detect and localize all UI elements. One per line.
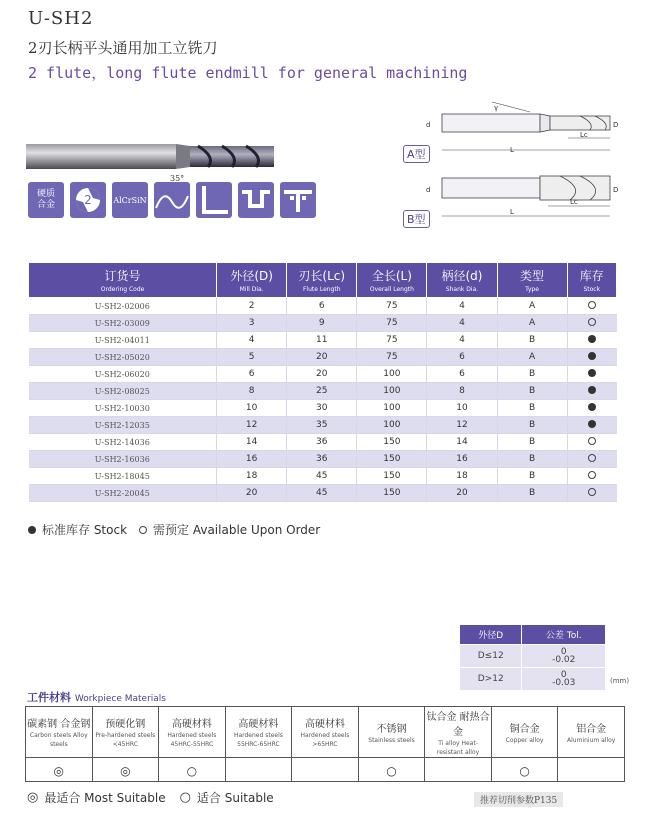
material-header <box>92 707 159 758</box>
column-header-en: Type <box>525 286 539 293</box>
cell-lc: 11 <box>287 332 357 349</box>
cell-d: 8 <box>427 383 497 400</box>
cell-l: 75 <box>357 332 427 349</box>
cell-d: 20 <box>217 485 287 502</box>
column-header <box>357 263 427 298</box>
tol-row <box>460 645 606 668</box>
cell-code: U-SH2-04011 <box>29 332 217 349</box>
column-header-en: Mill Dia. <box>239 286 264 293</box>
most-suitable-label: 最适合 Most Suitable <box>44 791 166 805</box>
cell-stock <box>567 383 616 400</box>
cell-l: 150 <box>357 434 427 451</box>
cell-d: 4 <box>427 332 497 349</box>
in-stock-icon <box>588 335 596 343</box>
cell-d: 10 <box>427 400 497 417</box>
cell-type: A <box>497 349 567 366</box>
cell-d: 16 <box>427 451 497 468</box>
flute-count-icon <box>70 182 106 218</box>
cell-stock <box>567 366 616 383</box>
suitability-cell <box>558 758 625 782</box>
cell-lc: 9 <box>287 315 357 332</box>
column-header-cn: 刃长(Lc) <box>298 269 346 283</box>
tol-range: D>12 <box>460 668 522 691</box>
table-row <box>29 349 617 366</box>
cell-lc: 45 <box>287 468 357 485</box>
column-header <box>427 263 497 298</box>
column-header-en: Ordering Code <box>100 286 145 293</box>
helix-angle-label: 35° <box>170 174 185 183</box>
cell-type: B <box>497 383 567 400</box>
endmill-tool-image <box>26 143 276 170</box>
on-order-icon <box>588 301 596 309</box>
suitability-cell <box>358 758 425 782</box>
table-row <box>29 485 617 502</box>
column-header-en: Shank Dia. <box>445 286 479 293</box>
column-header-cn: 类型 <box>520 269 545 283</box>
tol-header-diameter: 外径D <box>460 625 522 645</box>
tol-range: D≤12 <box>460 645 522 668</box>
material-header <box>159 707 226 758</box>
cell-d: 4 <box>427 298 497 315</box>
column-header-en: Stock <box>583 286 601 293</box>
material-name-en: Hardened steels >65HRC <box>300 732 350 748</box>
cell-stock <box>567 434 616 451</box>
hardness-label-1: 硬质 <box>36 189 55 199</box>
workpiece-title <box>27 689 166 705</box>
column-header-cn: 柄径(d) <box>441 269 483 283</box>
material-name-en: Ti alloy Heat-resistant alloy <box>436 739 480 756</box>
cell-code: U-SH2-14036 <box>29 434 217 451</box>
cell-l: 150 <box>357 485 427 502</box>
suitability-legend <box>27 789 274 806</box>
cell-code: U-SH2-20045 <box>29 485 217 502</box>
cell-type: B <box>497 451 567 468</box>
table-row <box>29 400 617 417</box>
column-header <box>217 263 287 298</box>
suitability-cell <box>92 758 159 782</box>
cell-type: B <box>497 485 567 502</box>
material-header <box>225 707 292 758</box>
cell-code: U-SH2-12035 <box>29 417 217 434</box>
cell-d: 10 <box>217 400 287 417</box>
diagram-a-gamma: γ <box>494 104 499 112</box>
cell-stock <box>567 298 616 315</box>
diagram-a-D: D <box>613 121 619 129</box>
cell-code: U-SH2-06020 <box>29 366 217 383</box>
table-row <box>29 298 617 315</box>
column-header-en: Flute Length <box>302 286 341 293</box>
cell-code: U-SH2-18045 <box>29 468 217 485</box>
cell-d: 16 <box>217 451 287 468</box>
tol-upper: 0 <box>560 647 567 657</box>
tol-value <box>522 645 606 668</box>
column-header <box>567 263 616 298</box>
table-row <box>29 332 617 349</box>
square-end-icon <box>196 182 232 218</box>
tol-upper: 0 <box>560 670 567 680</box>
cell-stock <box>567 332 616 349</box>
cell-d: 18 <box>427 468 497 485</box>
cell-lc: 6 <box>287 298 357 315</box>
cell-stock <box>567 451 616 468</box>
diagram-a-Lc: Lc <box>580 131 588 139</box>
coating-label: AlCrSiN <box>113 195 147 205</box>
cell-d: 4 <box>427 315 497 332</box>
cell-code: U-SH2-10030 <box>29 400 217 417</box>
most-suitable-icon: ◎ <box>27 790 39 805</box>
cell-d: 6 <box>217 366 287 383</box>
material-name-en: Aluminium alloy <box>567 736 616 744</box>
cell-lc: 36 <box>287 451 357 468</box>
on-order-icon <box>588 454 596 462</box>
material-name-cn: 高硬材料 <box>171 719 212 730</box>
table-row <box>29 468 617 485</box>
cell-code: U-SH2-16036 <box>29 451 217 468</box>
material-name-en: Stainless steels <box>368 736 415 744</box>
table-row <box>29 383 617 400</box>
cell-d: 8 <box>217 383 287 400</box>
cell-l: 100 <box>357 417 427 434</box>
cell-lc: 20 <box>287 366 357 383</box>
material-name-cn: 铝合金 <box>576 723 607 735</box>
stock-legend <box>28 521 320 538</box>
cell-d: 6 <box>427 349 497 366</box>
column-header <box>497 263 567 298</box>
material-name-en: Hardened steels 55HRC-65HRC <box>233 732 283 748</box>
cell-d: 18 <box>217 468 287 485</box>
material-header <box>491 707 558 758</box>
cell-type: A <box>497 298 567 315</box>
material-name-cn: 铜合金 <box>509 723 540 735</box>
most-suitable-icon: ◎ <box>120 764 131 778</box>
suitability-cell <box>491 758 558 782</box>
cell-code: U-SH2-03009 <box>29 315 217 332</box>
workpiece-title-cn: 工件材料 <box>27 691 71 704</box>
material-header <box>358 707 425 758</box>
material-header <box>558 707 625 758</box>
tol-lower: -0.03 <box>552 678 576 688</box>
workpiece-table <box>25 706 625 782</box>
cell-lc: 35 <box>287 417 357 434</box>
cell-stock <box>567 400 616 417</box>
in-stock-icon <box>588 352 596 360</box>
cell-l: 150 <box>357 468 427 485</box>
type-a-diagram <box>420 100 620 162</box>
diagram-a-d: d <box>426 121 431 129</box>
diagram-b-Lc: Lc <box>570 198 578 206</box>
cell-d: 2 <box>217 298 287 315</box>
cell-stock <box>567 485 616 502</box>
diagram-b-L: L <box>510 208 514 216</box>
cell-l: 75 <box>357 298 427 315</box>
material-header <box>425 707 492 758</box>
cell-stock <box>567 349 616 366</box>
cell-l: 75 <box>357 349 427 366</box>
cell-d: 4 <box>217 332 287 349</box>
cell-stock <box>567 417 616 434</box>
cell-d: 6 <box>427 366 497 383</box>
order-dot-icon <box>139 526 147 534</box>
cell-d: 3 <box>217 315 287 332</box>
tol-lower: -0.02 <box>552 655 576 665</box>
material-name-cn: 碳素钢 合金钢 <box>27 719 91 730</box>
suitable-icon: ○ <box>519 764 530 778</box>
column-header-en: Overall Length <box>369 286 414 293</box>
table-row <box>29 434 617 451</box>
cell-l: 100 <box>357 400 427 417</box>
cell-lc: 45 <box>287 485 357 502</box>
diagram-a-L: L <box>510 146 514 154</box>
cell-code: U-SH2-05020 <box>29 349 217 366</box>
on-order-icon <box>588 488 596 496</box>
tolerance-unit: (mm) <box>610 677 630 685</box>
cell-type: B <box>497 417 567 434</box>
column-header-cn: 订货号 <box>104 269 141 283</box>
helix-wave-icon <box>154 182 190 218</box>
cell-type: B <box>497 468 567 485</box>
on-order-icon <box>588 318 596 326</box>
side-milling-icon <box>280 182 316 218</box>
suitability-cell <box>225 758 292 782</box>
workpiece-title-en: Workpiece Materials <box>74 694 166 704</box>
diagram-b-D: D <box>613 186 619 194</box>
material-name-cn: 钛合金 耐热合金 <box>426 711 490 738</box>
on-order-icon <box>588 471 596 479</box>
suitable-label: 适合 Suitable <box>196 791 274 805</box>
suitability-cell <box>159 758 226 782</box>
in-stock-icon <box>588 420 596 428</box>
slotting-icon <box>238 182 274 218</box>
cell-type: B <box>497 400 567 417</box>
cutting-params-reference: 推荐切削参数P135 <box>474 792 563 807</box>
subtitle-chinese: 2刃长柄平头通用加工立铣刀 <box>28 39 218 57</box>
cell-l: 100 <box>357 366 427 383</box>
material-name-en: Copper alloy <box>505 736 544 744</box>
tol-header-tolerance: 公差 Tol. <box>522 625 606 645</box>
material-name-cn: 高硬材料 <box>304 719 345 730</box>
material-name-en: Hardened steels 45HRC-55HRC <box>167 732 217 748</box>
cell-type: B <box>497 332 567 349</box>
cell-lc: 36 <box>287 434 357 451</box>
on-order-icon <box>588 437 596 445</box>
cell-type: B <box>497 434 567 451</box>
cell-lc: 25 <box>287 383 357 400</box>
cell-d: 12 <box>217 417 287 434</box>
diagram-b-d: d <box>426 186 431 194</box>
column-header <box>287 263 357 298</box>
material-name-en: Pre-hardened steels <45HRC <box>95 732 156 748</box>
material-name-cn: 预硬化钢 <box>105 719 146 730</box>
cell-l: 150 <box>357 451 427 468</box>
tol-row <box>460 668 606 691</box>
stock-dot-icon <box>28 526 36 534</box>
column-header-cn: 全长(L) <box>371 269 412 283</box>
in-stock-icon <box>588 369 596 377</box>
flute-count: 2 <box>84 193 92 207</box>
tolerance-table <box>459 624 606 691</box>
table-row <box>29 417 617 434</box>
type-b-diagram <box>420 170 620 224</box>
page-title: U-SH2 <box>28 8 94 29</box>
suitability-cell <box>425 758 492 782</box>
cell-stock <box>567 315 616 332</box>
cell-code: U-SH2-08025 <box>29 383 217 400</box>
order-legend-label: 需预定 Available Upon Order <box>153 523 321 537</box>
table-row <box>29 366 617 383</box>
tol-value <box>522 668 606 691</box>
suitable-icon: ○ <box>186 764 198 778</box>
cell-type: A <box>497 315 567 332</box>
cell-stock <box>567 468 616 485</box>
material-name-cn: 不锈钢 <box>376 723 407 735</box>
material-name-en: Carbon steels Alloy steels <box>29 732 88 748</box>
stock-legend-label: 标准库存 Stock <box>42 523 128 537</box>
cell-d: 14 <box>427 434 497 451</box>
table-row <box>29 451 617 468</box>
cell-d: 20 <box>427 485 497 502</box>
material-name-cn: 高硬材料 <box>238 719 279 730</box>
cell-d: 12 <box>427 417 497 434</box>
hardness-label-2: 合金 <box>36 200 55 210</box>
table-row <box>29 315 617 332</box>
cell-type: B <box>497 366 567 383</box>
cell-lc: 30 <box>287 400 357 417</box>
cell-l: 100 <box>357 383 427 400</box>
spec-table <box>28 262 617 502</box>
suitable-icon: ○ <box>179 790 191 805</box>
most-suitable-icon: ◎ <box>53 764 65 778</box>
column-header-cn: 外径(D) <box>230 269 273 283</box>
column-header <box>29 263 217 298</box>
cell-d: 5 <box>217 349 287 366</box>
coating-icon <box>112 182 148 218</box>
suitability-cell <box>292 758 359 782</box>
cell-d: 14 <box>217 434 287 451</box>
suitable-icon: ○ <box>386 764 397 778</box>
cell-lc: 20 <box>287 349 357 366</box>
cell-l: 75 <box>357 315 427 332</box>
material-header <box>292 707 359 758</box>
subtitle-english: 2 flute，long flute endmill for general machining <box>28 64 468 82</box>
type-a-tag: A型 <box>403 145 430 163</box>
type-b-tag: B型 <box>403 210 430 228</box>
cell-code: U-SH2-02006 <box>29 298 217 315</box>
in-stock-icon <box>588 386 596 394</box>
column-header-cn: 库存 <box>579 269 604 283</box>
helix-angle-icon <box>154 174 190 218</box>
carbide-material-icon <box>28 182 64 218</box>
material-header <box>26 707 93 758</box>
in-stock-icon <box>588 403 596 411</box>
suitability-cell <box>26 758 93 782</box>
